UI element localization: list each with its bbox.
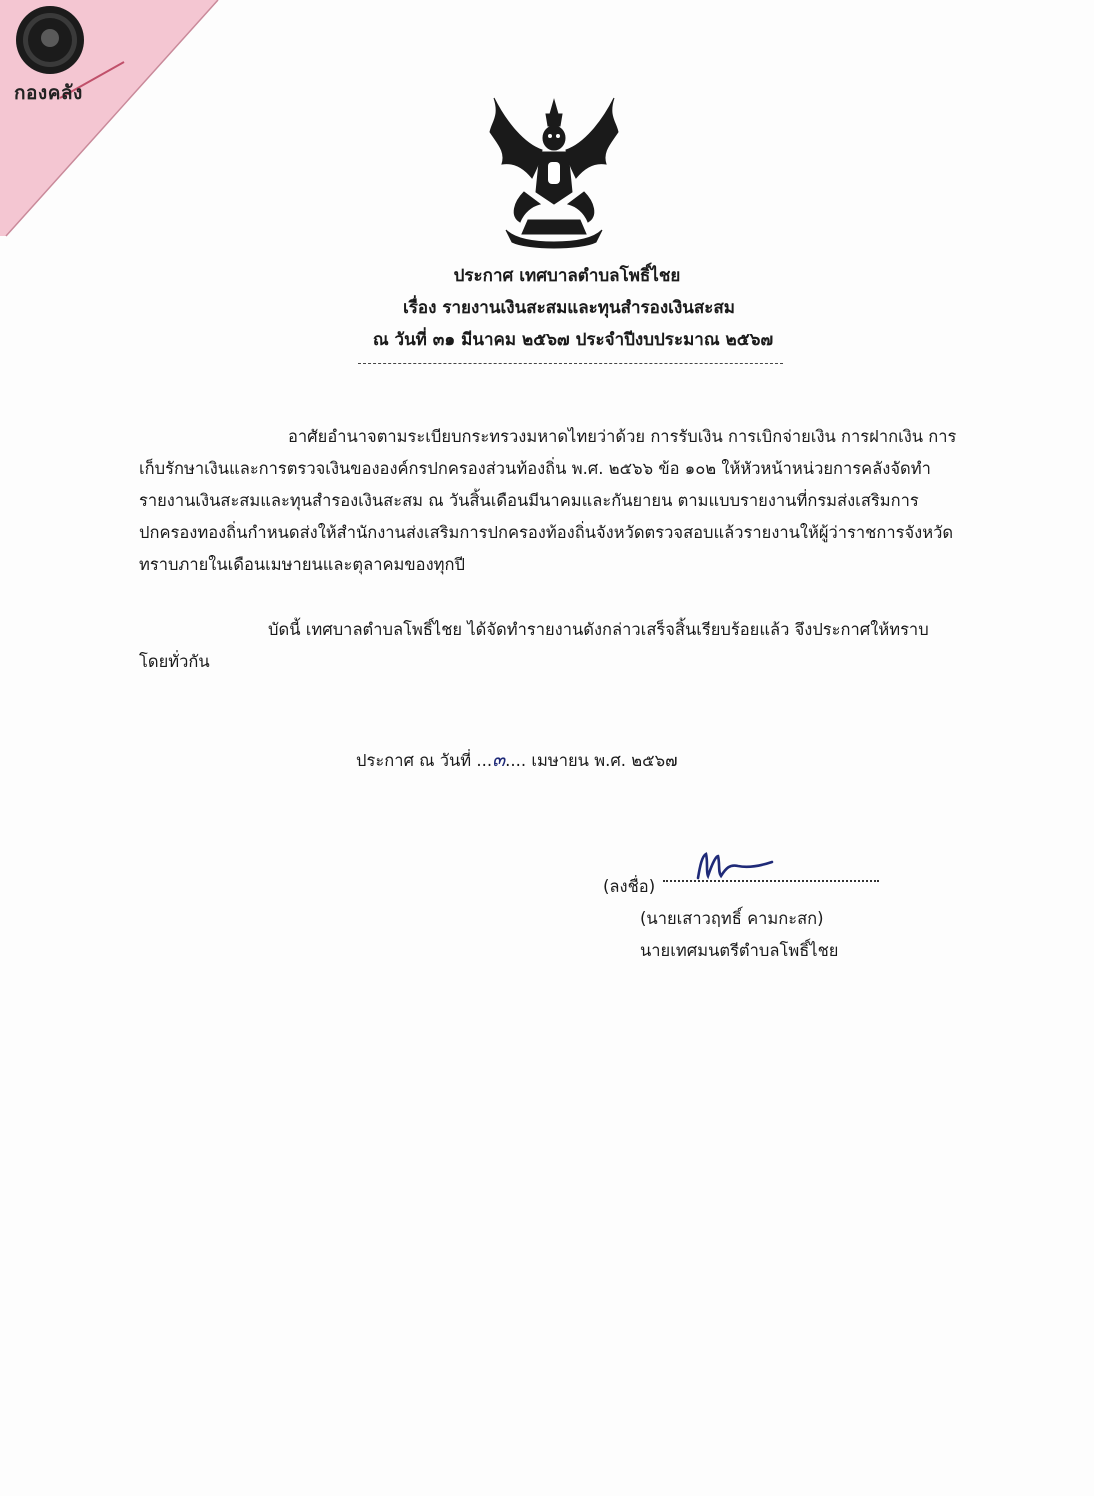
announce-prefix: ประกาศ ณ วันที่ ...	[356, 751, 493, 770]
announce-suffix: .... เมษายน พ.ศ. ๒๕๖๗	[505, 751, 678, 770]
para2-line: โดยทั่วกัน	[139, 652, 210, 671]
para1-line: อาศัยอำนาจตามระเบียบกระทรวงมหาดไทยว่าด้วย การรับเงิน การเบิกจ่ายเงิน การฝากเงิน การ	[288, 427, 957, 446]
para2-line: บัดนี้ เทศบาลตำบลโพธิ์ไชย ได้จัดทำรายงานดังกล่าวเสร็จสิ้นเรียบร้อยแล้ว จึงประกาศให้ทราบ	[268, 620, 929, 639]
handwritten-day: ๓	[492, 749, 506, 771]
handwritten-signature	[688, 848, 774, 884]
sign-label: (ลงชื่อ)	[603, 877, 656, 896]
signer-title: นายเทศมนตรีตำบลโพธิ์ไชย	[640, 941, 839, 960]
header-divider	[358, 363, 783, 364]
subject-line: เรื่อง รายงานเงินสะสมและทุนสำรองเงินสะสม	[402, 298, 735, 318]
para1-line: รายงานเงินสะสมและทุนสำรองเงินสะสม ณ วันสิ้นเดือนมีนาคมและกันยายน ตามแบบรายงานที่กรมส่งเสริมการ	[139, 491, 919, 510]
signature-dotted-line	[663, 880, 879, 882]
date-line: ณ วันที่ ๓๑ มีนาคม ๒๕๖๗ ประจำปีงบประมาณ ๒๕๖๗	[372, 330, 774, 350]
department-label: กองคลัง	[14, 82, 83, 104]
announce-date	[356, 745, 678, 775]
para1-line: ปกครองทองถิ่นกำหนดส่งให้สำนักงานส่งเสริมการปกครองท้องถิ่นจังหวัดตรวจสอบแล้วรายงานให้ผู้ว่าราชการจังหวัด	[139, 523, 954, 542]
para1-line: เก็บรักษาเงินและการตรวจเงินขององค์กรปกครองส่วนท้องถิ่น พ.ศ. ๒๕๖๖ ข้อ ๑๐๒ ให้หัวหน้าหน่วยการคลังจัดทำ	[139, 459, 931, 478]
seal-icon	[16, 6, 84, 74]
signer-name: (นายเสาวฤทธิ์ คามกะสก)	[640, 909, 824, 928]
announcement-title: ประกาศ เทศบาลตำบลโพธิ์ไชย	[453, 266, 681, 286]
corner-tab	[0, 0, 230, 240]
garuda-emblem-icon	[484, 92, 624, 250]
para1-line: ทราบภายในเดือนเมษายนและตุลาคมของทุกปี	[139, 555, 465, 574]
